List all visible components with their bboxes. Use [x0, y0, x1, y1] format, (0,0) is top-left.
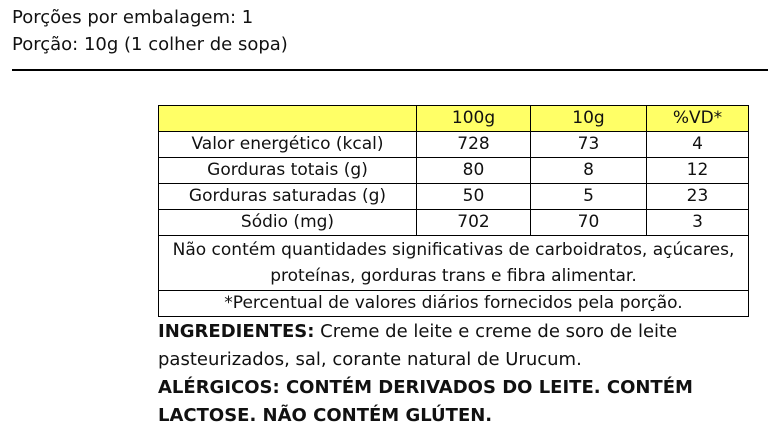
row-label: Sódio (mg) — [159, 210, 417, 236]
ingredients-block — [158, 318, 762, 430]
divider-line — [12, 69, 768, 71]
row-value-100g: 728 — [417, 132, 531, 158]
row-value-10g: 70 — [531, 210, 647, 236]
ingredients-list: Creme de leite e creme de soro de leite pasteurizados, sal, corante natural de Urucum. — [158, 321, 678, 370]
row-value-vd: 4 — [647, 132, 749, 158]
row-label: Gorduras totais (g) — [159, 158, 417, 184]
table-footnote: *Percentual de valores diários fornecidos pela porção. — [159, 291, 749, 317]
header-empty-cell — [159, 106, 417, 132]
table-note: Não contém quantidades significativas de carboidratos, açúcares, proteínas, gorduras trans e fibra alimentar. — [159, 236, 749, 291]
row-value-10g: 73 — [531, 132, 647, 158]
nutrition-table — [158, 105, 749, 317]
servings-per-package: Porções por embalagem: 1 — [12, 7, 254, 28]
header-100g: 100g — [417, 106, 531, 132]
row-value-vd: 12 — [647, 158, 749, 184]
table-footnote-row — [159, 291, 749, 317]
table-row — [159, 132, 749, 158]
ingredients-label: INGREDIENTES: — [158, 321, 315, 342]
table-header-row — [159, 106, 749, 132]
serving-size: Porção: 10g (1 colher de sopa) — [12, 34, 288, 55]
row-value-10g: 5 — [531, 184, 647, 210]
row-value-10g: 8 — [531, 158, 647, 184]
ingredients-text — [158, 318, 762, 374]
row-value-100g: 702 — [417, 210, 531, 236]
header-vd: %VD* — [647, 106, 749, 132]
serving-info — [12, 4, 288, 58]
allergens-text: ALÉRGICOS: CONTÉM DERIVADOS DO LEITE. CONTÉM LACTOSE. NÃO CONTÉM GLÚTEN. — [158, 377, 693, 426]
row-value-100g: 80 — [417, 158, 531, 184]
table-note-row — [159, 236, 749, 291]
header-10g: 10g — [531, 106, 647, 132]
row-label: Valor energético (kcal) — [159, 132, 417, 158]
table-row — [159, 210, 749, 236]
table-row — [159, 158, 749, 184]
row-label: Gorduras saturadas (g) — [159, 184, 417, 210]
row-value-vd: 3 — [647, 210, 749, 236]
table-row — [159, 184, 749, 210]
row-value-100g: 50 — [417, 184, 531, 210]
row-value-vd: 23 — [647, 184, 749, 210]
